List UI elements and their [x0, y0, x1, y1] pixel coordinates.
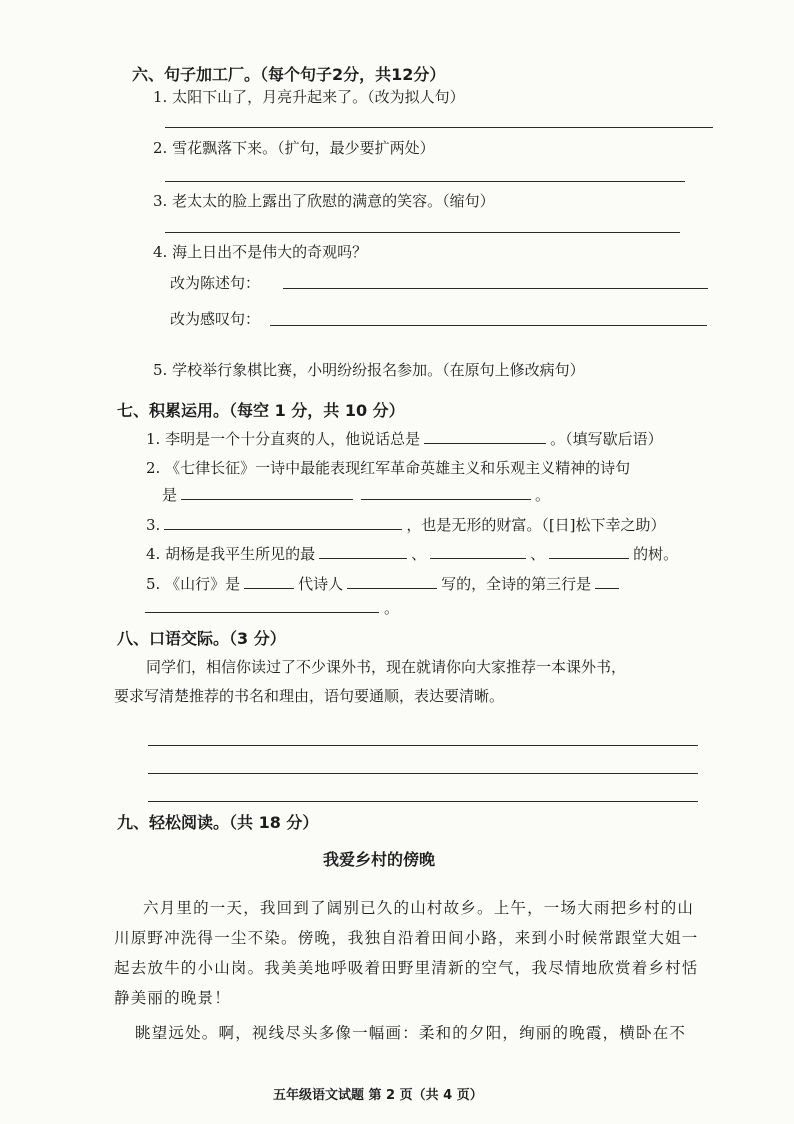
passage-p1-line-2: 川原野冲洗得一尘不染。傍晚，我独自沿着田间小路，来到小时候常跟堂大姐一	[114, 929, 699, 947]
s6-question-5: 5. 学校举行象棋比赛，小明纷纷报名参加。（在原句上修改病句）	[153, 361, 585, 379]
s8-answer-line-2[interactable]	[148, 773, 698, 774]
s8-answer-line-1[interactable]	[148, 745, 698, 746]
s7-q5-blank-poet[interactable]	[347, 573, 437, 589]
section-7-heading: 七、积累运用。（每空 1 分，共 10 分）	[117, 401, 405, 420]
s7-q1-hint: 。（填写歇后语）	[550, 430, 663, 448]
s7-q4-blank-3[interactable]	[549, 543, 629, 559]
s7-question-2-cont	[162, 484, 550, 505]
s7-q4-sep-1: 、	[411, 545, 427, 563]
s7-q5-mid-1: 代诗人	[298, 575, 344, 593]
s7-q1-text: 1. 李明是一个十分直爽的人，他说话总是	[146, 430, 421, 448]
s7-q5-blank-line-cont[interactable]	[145, 612, 379, 613]
s8-answer-line-3[interactable]	[148, 801, 698, 802]
s7-q4-pre: 4. 胡杨是我平生所见的最	[146, 545, 316, 563]
passage-p1-line-3: 起去放牛的小山岗。我美美地呼吸着田野里清新的空气，我尽情地欣赏着乡村恬	[114, 959, 699, 977]
section-9-heading: 九、轻松阅读。（共 18 分）	[117, 813, 319, 832]
passage-p1-line-4: 静美丽的晚景！	[114, 989, 231, 1007]
s6-q1-answer-line[interactable]	[165, 127, 713, 128]
s7-q5-end: 。	[384, 599, 400, 617]
s6-q4-exclamatory-label: 改为感叹句：	[170, 310, 261, 328]
s8-prompt-line-2: 要求写清楚推荐的书名和理由，语句要通顺，表达要清晰。	[114, 687, 505, 705]
section-8-heading: 八、口语交际。（3 分）	[117, 629, 286, 648]
s7-question-4	[146, 543, 678, 564]
s7-q2-blank-2[interactable]	[361, 484, 531, 500]
s7-question-3	[146, 514, 666, 535]
s7-q1-blank[interactable]	[424, 428, 546, 444]
s7-q4-blank-1[interactable]	[319, 543, 407, 559]
s7-q2-blank-1[interactable]	[181, 484, 353, 500]
page-footer: 五年级语文试题 第 2 页（共 4 页）	[273, 1088, 483, 1103]
s7-q5-mid-2: 写的，全诗的第三行是	[441, 575, 592, 593]
section-6-heading: 六、句子加工厂。（每个句子2分，共12分）	[132, 65, 446, 84]
passage-p2-line-1: 眺望远处。啊，视线尽头多像一幅画：柔和的夕阳，绚丽的晚霞，横卧在不	[135, 1024, 687, 1042]
s6-q4-exclamatory-line[interactable]	[270, 325, 707, 326]
s6-question-4: 4. 海上日出不是伟大的奇观吗？	[153, 243, 368, 261]
s7-q3-post: ，也是无形的财富。（[日]松下幸之助）	[406, 516, 666, 534]
s7-q4-blank-2[interactable]	[430, 543, 526, 559]
s6-question-2: 2. 雪花飘落下来。（扩句，最少要扩两处）	[153, 139, 435, 157]
s7-q5-pre: 5. 《山行》是	[146, 575, 241, 593]
s7-question-2: 2. 《七律长征》一诗中最能表现红军革命英雄主义和乐观主义精神的诗句	[146, 459, 631, 477]
s7-q2-pre: 是	[162, 486, 178, 504]
s7-q5-blank-line-start[interactable]	[595, 573, 619, 589]
s7-question-5	[146, 573, 623, 594]
s6-question-3: 3. 老太太的脸上露出了欣慰的满意的笑容。（缩句）	[153, 192, 495, 210]
s6-question-1: 1. 太阳下山了，月亮升起来了。（改为拟人句）	[153, 88, 465, 106]
s6-q2-answer-line[interactable]	[165, 181, 685, 182]
passage-title: 我爱乡村的傍晚	[323, 850, 436, 869]
s6-q4-declarative-line[interactable]	[283, 288, 708, 289]
s7-q3-pre: 3.	[146, 516, 161, 534]
s6-q3-answer-line[interactable]	[165, 232, 680, 233]
passage-p1-line-1: 六月里的一天，我回到了阔别已久的山村故乡。上午，一场大雨把乡村的山	[143, 899, 695, 917]
s7-q3-blank[interactable]	[164, 514, 402, 530]
s7-q4-sep-2: 、	[530, 545, 546, 563]
s7-q2-post: 。	[535, 486, 551, 504]
s7-question-1	[146, 428, 663, 449]
s7-q4-post: 的树。	[633, 545, 679, 563]
s7-q5-blank-dynasty[interactable]	[244, 573, 294, 589]
s6-q4-declarative-label: 改为陈述句：	[170, 274, 261, 292]
s8-prompt-line-1: 同学们，相信你读过了不少课外书，现在就请你向大家推荐一本课外书，	[146, 658, 627, 676]
